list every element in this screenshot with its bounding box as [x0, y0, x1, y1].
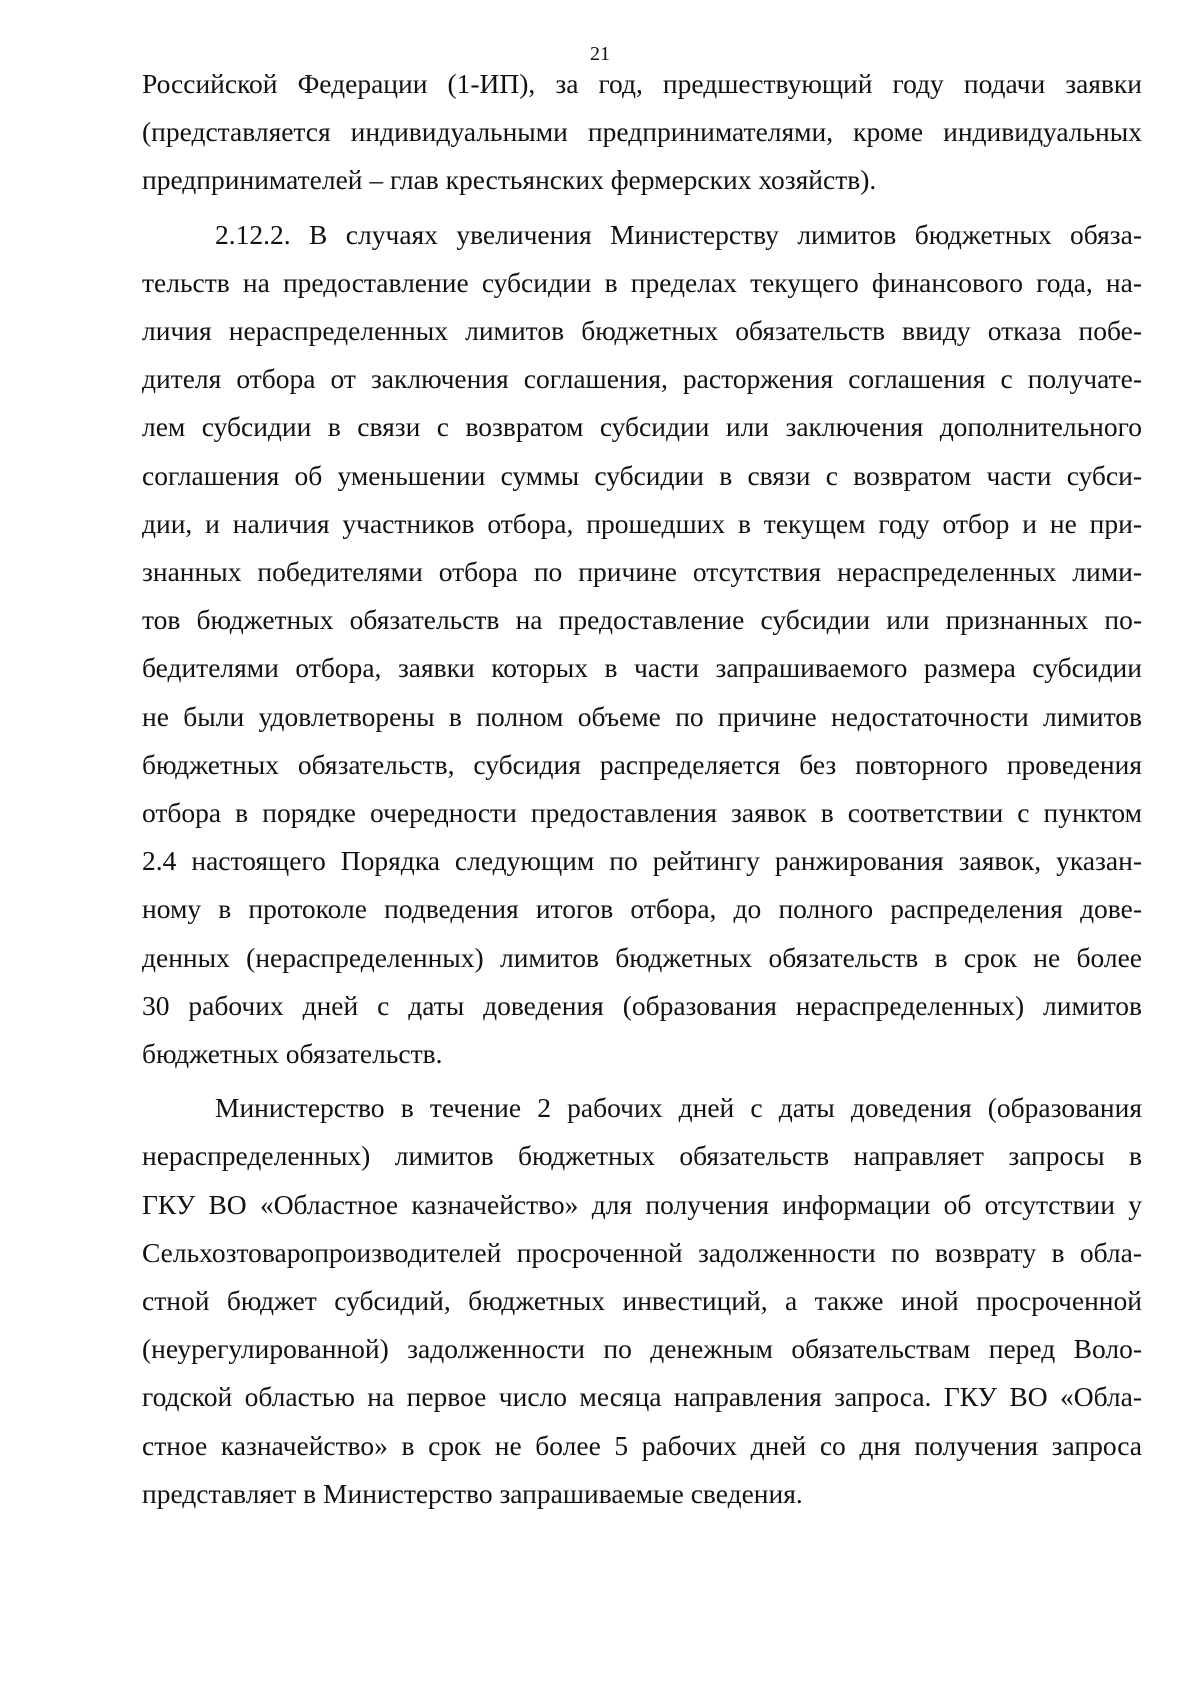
text-line: знанных победителями отбора по причине отсутствия нераспределенных лими-: [142, 556, 1142, 588]
text-line: соглашения об уменьшении суммы субсидии в связи с возвратом части субси-: [142, 459, 1142, 491]
text-line: ГКУ ВО «Областное казначейство» для получения информации об отсутствии у: [142, 1188, 1142, 1220]
text-line: годской областью на первое число месяца направления запроса. ГКУ ВО «Обла-: [142, 1381, 1142, 1413]
text-line: нераспределенных) лимитов бюджетных обязательств направляет запросы в: [142, 1140, 1142, 1172]
text-line: предпринимателей – глав крестьянских фермерских хозяйств).: [142, 164, 877, 196]
text-line: личия нераспределенных лимитов бюджетных обязательств ввиду отказа побе-: [142, 315, 1142, 347]
text-line: не были удовлетворены в полном объеме по причине недостаточности лимитов: [142, 700, 1142, 732]
text-line: бюджетных обязательств.: [142, 1038, 443, 1070]
text-line: (неурегулированной) задолженности по денежным обязательствам перед Воло-: [142, 1333, 1142, 1365]
text-line: 2.4 настоящего Порядка следующим по рейтингу ранжирования заявок, указан-: [142, 845, 1142, 877]
paragraph-2: [142, 211, 1142, 1079]
text-line: тельств на предоставление субсидии в пределах текущего финансового года, на-: [142, 266, 1142, 298]
text-line: Министерство в течение 2 рабочих дней с даты доведения (образования: [215, 1092, 1142, 1124]
text-line: Российской Федерации (1-ИП), за год, предшествующий году подачи заявки: [142, 68, 1142, 99]
paragraph-1: [142, 60, 1142, 205]
text-line: отбора в порядке очередности предоставления заявок в соответствии с пунктом: [142, 797, 1142, 829]
text-line: дии, и наличия участников отбора, прошедших в текущем году отбор и не при-: [142, 507, 1142, 539]
text-line: лем субсидии в связи с возвратом субсидии или заключения дополнительного: [142, 411, 1142, 443]
text-line: 2.12.2. В случаях увеличения Министерству лимитов бюджетных обяза-: [215, 218, 1142, 250]
text-line: стной бюджет субсидий, бюджетных инвестиций, а также иной просроченной: [142, 1285, 1142, 1317]
text-line: дителя отбора от заключения соглашения, расторжения соглашения с получате-: [142, 363, 1142, 395]
document-body: [142, 60, 1142, 1518]
paragraph-3: [142, 1084, 1142, 1518]
page-number: 21: [590, 43, 610, 65]
text-line: ному в протоколе подведения итогов отбора, до полного распределения дове-: [142, 893, 1142, 925]
text-line: 30 рабочих дней с даты доведения (образования нераспределенных) лимитов: [142, 989, 1142, 1021]
text-line: денных (нераспределенных) лимитов бюджетных обязательств в срок не более: [142, 941, 1142, 973]
text-line: Сельхозтоваропроизводителей просроченной задолженности по возврату в обла-: [142, 1236, 1142, 1268]
text-line: бедителями отбора, заявки которых в части запрашиваемого размера субсидии: [142, 652, 1142, 684]
text-line: стное казначейство» в срок не более 5 рабочих дней со дня получения запроса: [142, 1429, 1142, 1461]
text-line: (представляется индивидуальными предпринимателями, кроме индивидуальных: [142, 116, 1142, 148]
text-line: бюджетных обязательств, субсидия распределяется без повторного проведения: [142, 748, 1142, 780]
text-line: представляет в Министерство запрашиваемые сведения.: [142, 1477, 803, 1509]
text-line: тов бюджетных обязательств на предоставление субсидии или признанных по-: [142, 604, 1142, 636]
